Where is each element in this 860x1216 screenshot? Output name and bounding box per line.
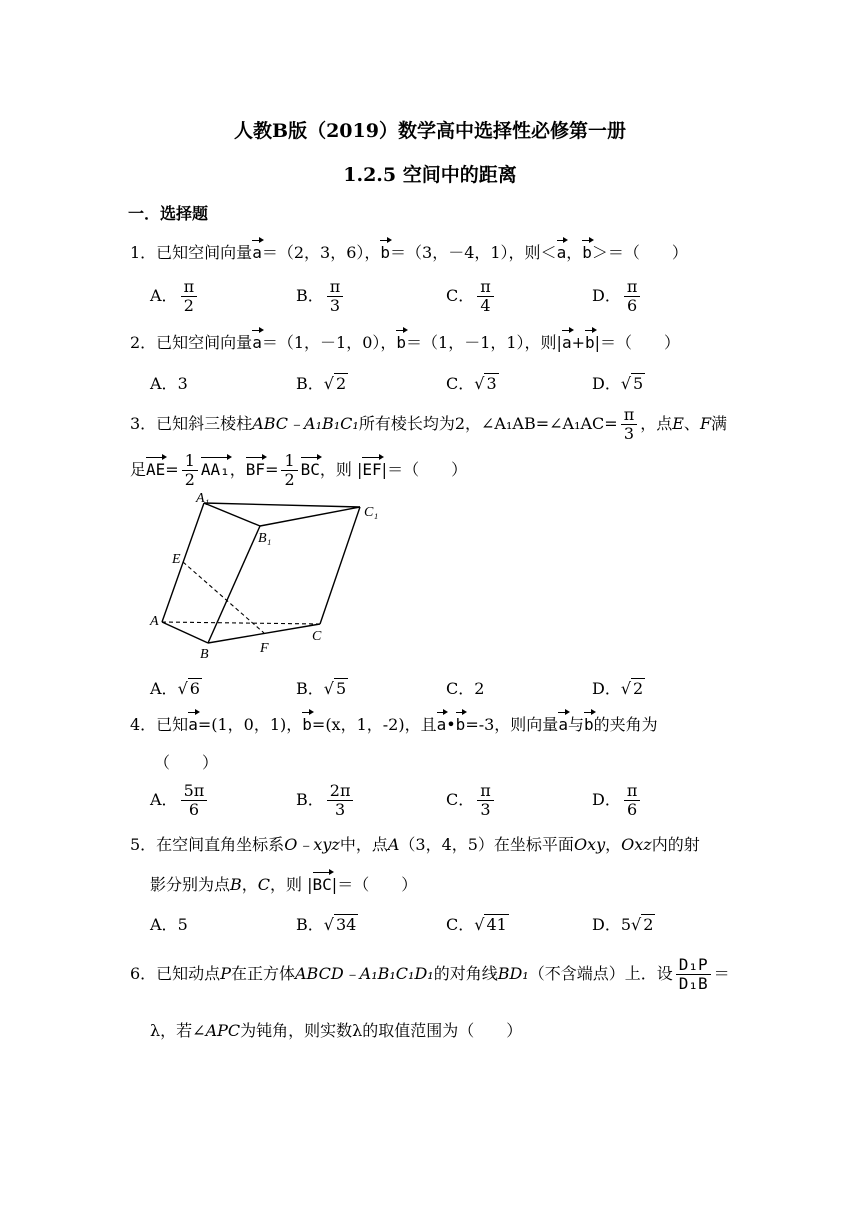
segment-e-f	[183, 562, 264, 633]
question-6-line1: 6．已知动点P在正方体ABCD﹣A₁B₁C₁D₁的对角线BD₁（不含端点）上．设 $\frac{\text{D₁P}}{\text{D₁B}}$ ＝	[130, 955, 730, 993]
question-3-line1: 3．已知斜三棱柱ABC﹣A₁B₁C₁所有棱长均为2，∠A₁AB=∠A₁AC= $\frac{\pi}{3}$ ，点E、F满	[130, 405, 728, 443]
q5-option-b[interactable]: B．√ 34	[296, 915, 357, 934]
edge-a1-c1	[204, 503, 360, 507]
question-4-paren: （ ）	[154, 753, 219, 772]
q2-option-c[interactable]: C．√ 3	[446, 374, 497, 393]
label-c1: C₁	[364, 505, 379, 520]
edge-b1-c1	[260, 507, 360, 526]
edge-a-b	[162, 622, 208, 643]
vector-b: b	[380, 243, 391, 262]
vector-a: a	[252, 333, 262, 352]
label-e: E	[172, 552, 181, 567]
q1-option-c[interactable]: C． $\frac{\pi}{4}$	[446, 278, 497, 315]
q3-option-c[interactable]: C．2	[446, 679, 485, 698]
q5-option-a[interactable]: A．5	[150, 915, 188, 934]
q2-option-b[interactable]: B．√ 2	[296, 374, 347, 393]
vector-b: b	[396, 333, 407, 352]
page-subtitle: 1.2.5 空间中的距离	[343, 164, 517, 186]
q4-option-d[interactable]: D． $\frac{\pi}{6}$	[592, 782, 643, 819]
question-2: 2．已知空间向量a＝（1，－1，0），b＝（1，－1，1），则|a+b|＝（ ）	[130, 333, 681, 352]
q2-option-a[interactable]: A．3	[150, 374, 188, 393]
question-5-line1: 5．在空间直角坐标系O﹣xyz中，点A（3，4，5）在坐标平面Oxy，Oxz内的射	[130, 835, 700, 854]
q4-option-b[interactable]: B． $\frac{2\pi}{3}$	[296, 782, 356, 819]
vector-b: b	[582, 243, 592, 262]
q1-text: 1．已知空间向量	[130, 243, 253, 262]
prism-figure	[140, 490, 400, 670]
question-1: 1．已知空间向量a＝（2，3，6），b＝（3，－4，1），则＜a，b＞＝（ ）	[130, 243, 688, 262]
label-f: F	[260, 641, 269, 656]
q3-option-d[interactable]: D．√ 2	[592, 679, 644, 698]
q2-option-d[interactable]: D．√ 5	[592, 374, 644, 393]
edge-a-c-hidden	[162, 622, 320, 624]
edge-c1-c	[320, 507, 360, 624]
label-b: B	[200, 647, 209, 662]
question-4: 4．已知a=(1，0，1)，b=(x，1，-2)，且a•b=-3，则向量a与b的夹角为	[130, 715, 658, 734]
q1-option-b[interactable]: B． $\frac{\pi}{3}$	[296, 278, 346, 315]
q4-option-a[interactable]: A． $\frac{5\pi}{6}$	[150, 782, 210, 819]
edge-b1-b	[208, 526, 260, 643]
q1-option-d[interactable]: D． $\frac{\pi}{6}$	[592, 278, 643, 315]
question-6-line2: λ，若∠APC为钝角，则实数λ的取值范围为（ ）	[150, 1021, 523, 1040]
label-a: A	[150, 614, 159, 629]
section-heading: 一．选择题	[128, 204, 209, 223]
edge-a1-b1	[204, 503, 260, 526]
label-b1: B₁	[258, 531, 272, 546]
vector-a: a	[252, 243, 262, 262]
vector-a: a	[556, 243, 567, 262]
q5-option-c[interactable]: C．√ 41	[446, 915, 507, 934]
q3-option-a[interactable]: A．√ 6	[150, 679, 200, 698]
q1-option-a[interactable]: A． $\frac{\pi}{2}$	[150, 278, 200, 315]
q5-option-d[interactable]: D．5√ 2	[592, 915, 654, 934]
page-title: 人教B版（2019）数学高中选择性必修第一册	[234, 120, 626, 142]
label-c: C	[312, 629, 322, 644]
label-a1: A₁	[196, 491, 210, 506]
q3-option-b[interactable]: B．√ 5	[296, 679, 347, 698]
q4-option-c[interactable]: C． $\frac{\pi}{3}$	[446, 782, 497, 819]
question-3-line2: 足AE= $\frac{1}{2}$ AA₁，BF= $\frac{1}{2}$ BC，则 |EF|＝（ ）	[130, 451, 468, 489]
question-5-line2: 影分别为点B，C，则 |BC|＝（ ）	[150, 875, 418, 894]
